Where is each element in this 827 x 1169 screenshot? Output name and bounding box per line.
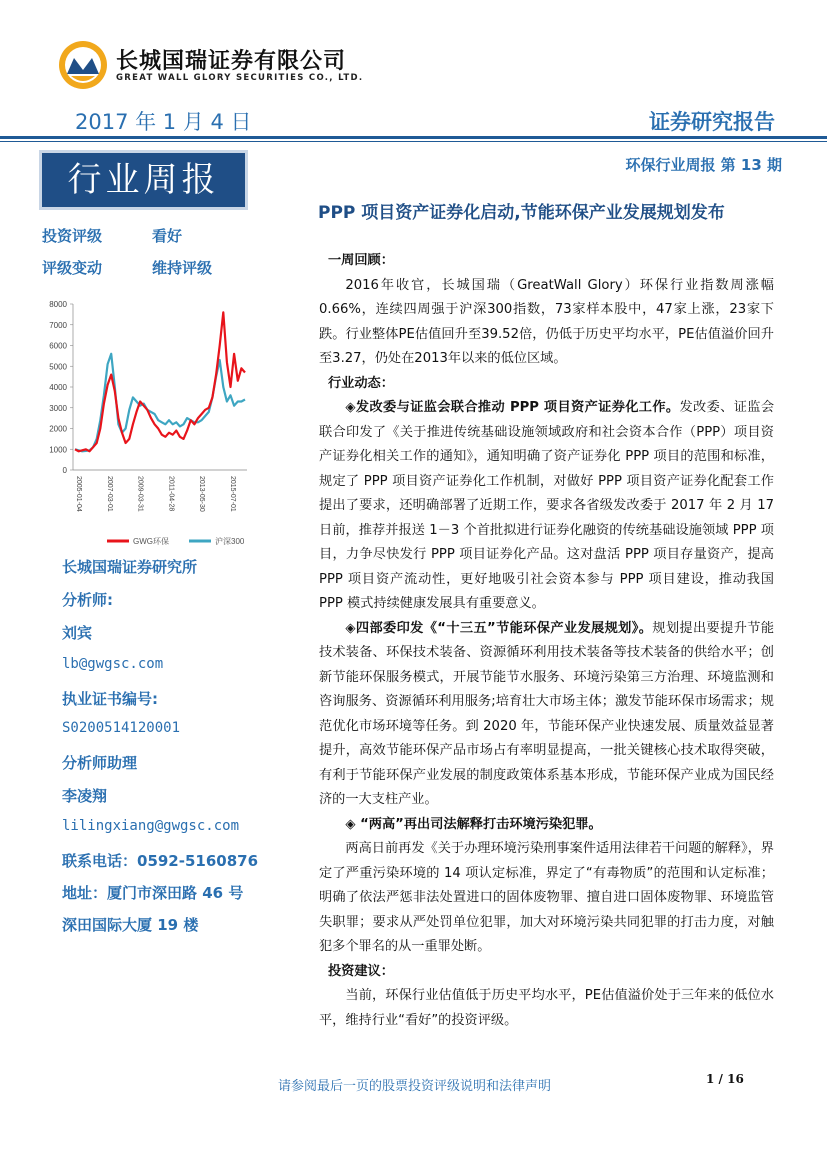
section-review-title: 一周回顾： [328,253,394,268]
analyst-email[interactable]: lb@gwgsc.com [62,656,164,672]
news-item-2-title: ◈四部委印发《“十三五”节能环保产业发展规划》。 [345,620,653,636]
news-item-1 [319,396,774,617]
section-advice-body: 当前，环保行业估值低于历史平均水平，PE估值溢价处于三年来的低位水平，维持行业“看好”的投资评级。 [319,988,774,1028]
report-type: 证券研究报告 [649,110,775,134]
y-tick-label: 5000 [49,362,67,372]
rating-change-value: 维持评级 [152,259,213,277]
company-logo-icon [58,40,108,90]
series-line [75,312,245,451]
news-item-3-title-text: ◈ “两高”再出司法解释打击环境污染犯罪。 [345,816,602,832]
assistant-label: 分析师助理 [62,754,138,772]
analyst-name: 刘宾 [62,624,93,642]
rating-change-label: 评级变动 [42,259,103,277]
y-tick-label: 6000 [49,341,67,351]
assistant-name: 李凌翔 [62,787,108,805]
disclaimer-note: 请参阅最后一页的股票投资评级说明和法律声明 [278,1079,552,1094]
news-item-3-body: 两高日前再发《关于办理环境污染刑事案件适用法律若干问题的解释》，界定了严重污染环境的 14 项认定标准，界定了“有毒物质”的范围和认定标准；明确了依法严惩非法处置进口的固体废物罪、擅自进口固体废物罪、环境监管失职罪；要求从严处罚单位犯罪，加大对环境污染共同犯罪的打击力度，对触犯多个罪名的从一重罪处断。 [319,841,774,954]
cert-number: S0200514120001 [62,720,181,736]
rating-change-row [42,257,212,278]
report-date: 2017 年 1 月 4 日 [75,110,252,134]
report-category-box [39,150,248,210]
section-review-body: 2016年收官，长城国瑞（GreatWall Glory）环保行业指数周涨幅 0.66%，连续四周强于沪深300指数，73家样本股中，47家上涨，23家下跌。行业整体PE估值回升至39.52倍，仍低于历史平均水平，PE估值溢价回升至3.27，仍处在2013年以来的低位区域。 [319,277,774,366]
y-tick-label: 8000 [49,300,67,309]
x-tick-label: 2009-03-31 [136,476,144,512]
y-tick-label: 3000 [49,403,67,413]
section-advice-title: 投资建议： [328,963,394,979]
address-line-2: 深田国际大厦 19 楼 [62,916,199,934]
y-tick-label: 4000 [49,383,67,392]
contact-phone: 联系电话：0592-5160876 [62,852,259,870]
x-tick-label: 2013-05-30 [198,476,206,512]
analyst-label: 分析师: [62,591,113,609]
news-item-1-title: ◈发改委与证监会联合推动 PPP 项目资产证券化工作。 [345,400,680,415]
report-category-title: 行业周报 [67,160,220,200]
y-tick-label: 0 [62,466,67,475]
legend-label: GWG环保 [133,537,169,546]
x-tick-label: 2015-07-01 [229,476,236,512]
x-tick-label: 2007-03-01 [105,476,113,512]
rating-row [42,225,182,246]
x-tick-label: 2011-04-28 [167,476,175,512]
series-line [75,354,245,452]
y-tick-label: 2000 [49,424,67,434]
header-divider [0,136,827,139]
assistant-email[interactable]: lilingxiang@gwgsc.com [62,818,240,834]
address-line-1: 地址：厦门市深田路 46 号 [62,884,244,902]
cert-label: 执业证书编号: [62,690,158,708]
institute-name: 长城国瑞证券研究所 [62,558,198,576]
legend-label: 沪深300 [215,537,245,546]
page-number: 1 / 16 [706,1072,744,1086]
news-item-2 [319,617,774,813]
news-item-1-body: 发改委、证监会联合印发了《关于推进传统基础设施领域政府和社会资本合作（PPP）项目资产证券化相关工作的通知》，通知明确了资产证券化 PPP 项目的范围和标准，规定了 PPP 项目资产证券化工作机制，对做好 PPP 项目资产证券化配套工作提出了要求，还明确部署了近期工作，要求各省级发改委于 2017 年 2 月 17 日前，推荐并报送 1－3 个首批拟进行证券化融资的传统基础设施领域 PPP 项目，力争尽快发行 PPP 项目证券化产品。这对盘活 PPP 项目存量资产，提高 PPP 项目资产流动性，更好地吸引社会资本参与 PPP 项目建设，推动我国 PPP 模式持续健康发展具有重要意义。 [319,400,775,611]
report-body [319,249,774,1033]
news-item-3-title [319,813,774,838]
issue-label: 环保行业周报 第 13 期 [625,156,782,174]
section-news-title: 行业动态： [328,375,394,391]
index-chart [39,292,254,554]
x-tick-label: 2005-01-04 [75,476,82,512]
rating-value: 看好 [152,227,183,245]
report-headline: PPP 项目资产证券化启动,节能环保产业发展规划发布 [318,203,725,223]
header-divider-thin [0,141,827,142]
rating-label: 投资评级 [42,227,103,245]
y-tick-label: 7000 [49,320,67,330]
news-item-2-body: 规划提出要提升节能技术装备、环保技术装备、资源循环利用技术装备等技术装备的供给水平；创新节能环保服务模式，开展节能节水服务、环境污染第三方治理、环境监测和咨询服务、资源循环利用服务;培育壮大市场主体；激发节能环保市场需求；规范优化市场环境等任务。到 2020 年，节能环保产业快速发展、质量效益显著提升，高效节能环保产品市场占有率明显提高，一批关键核心技术取得突破，有利于节能环保产业发展的制度政策体系基本形成，节能环保产业成为国民经济的一大支柱产业。 [319,620,775,807]
company-name-en: GREAT WALL GLORY SECURITIES CO., LTD. [116,73,364,83]
company-name-cn: 长城国瑞证券有限公司 [116,49,347,74]
y-tick-label: 1000 [49,445,67,455]
